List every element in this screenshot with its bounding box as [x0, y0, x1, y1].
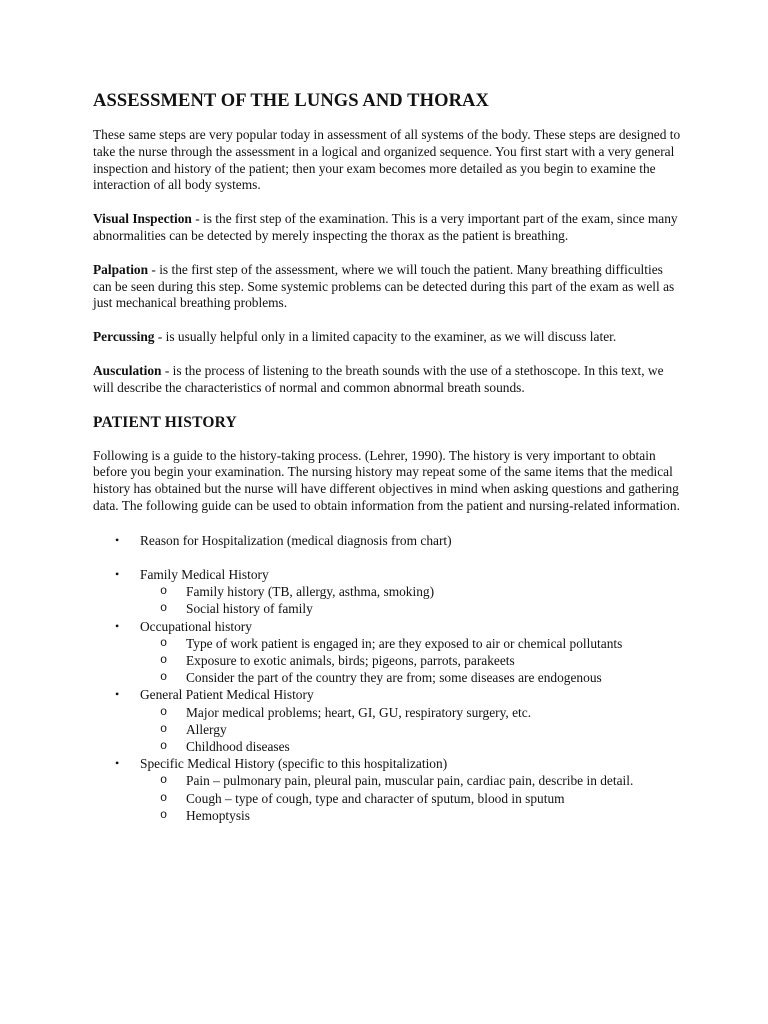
circle-bullet-icon: o: [160, 773, 168, 788]
sub-list-item-label: Cough – type of cough, type and character of sputum, blood in sputum: [186, 790, 565, 806]
sub-list-item: [140, 600, 683, 617]
sub-list-item-label: Allergy: [186, 721, 227, 737]
circle-bullet-icon: o: [160, 601, 168, 616]
bullet-icon: •: [115, 756, 120, 771]
sub-list-item: [140, 652, 683, 669]
sub-list-item-label: Family history (TB, allergy, asthma, smoking): [186, 584, 435, 600]
sub-list-item: [140, 807, 683, 824]
step-palpation: [93, 262, 683, 312]
circle-bullet-icon: o: [160, 807, 168, 822]
list-item: [93, 755, 683, 824]
list-item-label: Occupational history: [140, 618, 252, 634]
step-term: Ausculation: [93, 362, 162, 378]
history-guide-list: [93, 532, 683, 824]
circle-bullet-icon: o: [160, 635, 168, 650]
circle-bullet-icon: o: [160, 652, 168, 667]
sub-list-item: [140, 772, 683, 789]
circle-bullet-icon: o: [160, 790, 168, 805]
sub-list-item: [140, 721, 683, 738]
circle-bullet-icon: o: [160, 670, 168, 685]
bullet-icon: •: [115, 687, 120, 702]
step-ausculation: [93, 363, 683, 397]
step-term: Visual Inspection: [93, 211, 192, 227]
step-text: - is the process of listening to the breath sounds with the use of a stethoscope. In this text, we will describe the characteristics of normal and common abnormal breath sounds.: [93, 362, 664, 395]
list-item: [93, 532, 683, 549]
bullet-icon: •: [115, 618, 120, 633]
sub-list-item: [140, 635, 683, 652]
sub-list-item: [140, 790, 683, 807]
step-percussing: [93, 329, 683, 346]
step-term: Percussing: [93, 329, 155, 345]
circle-bullet-icon: o: [160, 738, 168, 753]
sub-list-item-label: Pain – pulmonary pain, pleural pain, muscular pain, cardiac pain, describe in detail.: [186, 773, 634, 789]
list-item-label: General Patient Medical History: [140, 687, 314, 703]
history-intro-paragraph: Following is a guide to the history-taking process. (Lehrer, 1990). The history is very important to obtain before you begin your examination. The nursing history may repeat some of the same items that the medical history has obtained but the nurse will have different objectives in mind when asking questions and gathering data. The following guide can be used to obtain information from the patient and nursing-related information.: [93, 447, 680, 513]
circle-bullet-icon: o: [160, 704, 168, 719]
list-item-label: Specific Medical History (specific to this hospitalization): [140, 756, 448, 772]
section-heading-patient-history: PATIENT HISTORY: [93, 413, 237, 431]
sub-list-item: [140, 583, 683, 600]
sub-list-item-label: Hemoptysis: [186, 807, 250, 823]
list-item: [93, 618, 683, 687]
sub-list-item: [140, 669, 683, 686]
sub-list-item-label: Consider the part of the country they are from; some diseases are endogenous: [186, 670, 602, 686]
bullet-icon: •: [115, 566, 120, 581]
sub-list-item: [140, 738, 683, 755]
step-text: - is usually helpful only in a limited capacity to the examiner, as we will discuss later.: [154, 329, 617, 345]
sub-list-item-label: Major medical problems; heart, GI, GU, respiratory surgery, etc.: [186, 704, 532, 720]
page-title: ASSESSMENT OF THE LUNGS AND THORAX: [93, 91, 489, 111]
step-text: - is the first step of the assessment, where we will touch the patient. Many breathing difficulties can be seen during this step. Some systemic problems can be detected during this part of the exam as well as just mechanical breathing problems.: [93, 261, 675, 311]
list-item: [93, 686, 683, 755]
sub-list-item: [140, 704, 683, 721]
list-item-label: Family Medical History: [140, 566, 269, 582]
sub-list: [140, 635, 683, 687]
sub-list-item-label: Type of work patient is engaged in; are they exposed to air or chemical pollutants: [186, 635, 623, 651]
document-page: [93, 90, 683, 824]
intro-paragraph: These same steps are very popular today in assessment of all systems of the body. These steps are designed to take the nurse through the assessment in a logical and organized sequence. You first start with a very general inspection and history of the patient; then your exam becomes more detailed as you begin to examine the interaction of all body systems.: [93, 127, 681, 193]
bullet-icon: •: [115, 532, 120, 547]
sub-list-item-label: Exposure to exotic animals, birds; pigeons, parrots, parakeets: [186, 652, 515, 668]
circle-bullet-icon: o: [160, 584, 168, 599]
sub-list-item-label: Social history of family: [186, 601, 313, 617]
list-item: [93, 566, 683, 618]
sub-list: [140, 704, 683, 756]
sub-list: [140, 583, 683, 617]
step-term: Palpation: [93, 261, 149, 277]
circle-bullet-icon: o: [160, 721, 168, 736]
step-text: - is the first step of the examination. This is a very important part of the exam, since many abnormalities can be detected by merely inspecting the thorax as the patient is breathing.: [93, 211, 678, 243]
sub-list: [140, 772, 683, 824]
list-item-label: Reason for Hospitalization (medical diagnosis from chart): [140, 532, 452, 548]
step-visual-inspection: [93, 211, 683, 245]
sub-list-item-label: Childhood diseases: [186, 738, 290, 754]
